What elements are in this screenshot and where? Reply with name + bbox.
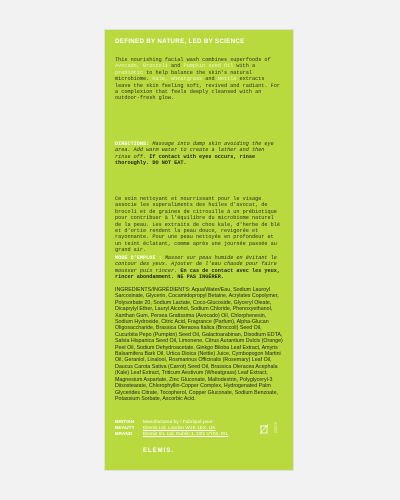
carton-footer — [115, 420, 283, 462]
desc-text: to help balance the skin's natural — [143, 69, 252, 76]
english-description — [115, 57, 283, 102]
desc-highlight-nettle: Nettle — [217, 76, 237, 83]
british-beauty-brand-label: BRITISH BEAUTY BRAND — [115, 420, 135, 437]
manufacturer-line: Manufactured by / Fabriqué pour: — [143, 420, 214, 425]
desc-text: and — [202, 76, 218, 83]
french-description: Ce soin nettoyant et nourrissant pour le visage associe les superaliments des huiles d'avocat, de brocoli et de graines de citrouille à un prébiotique pour contribuer à l'équilibre du microbiome naturel de la peau. Les extraits de chou kale, d'herbe de blé et d'ortie rendent la peau douce, revigorée et rayonnante. Pour une peau nettoyée en profondeur et un teint éclatant, comme après une journée passée au grand air. — [115, 196, 280, 254]
directions-warning: If contact with eyes occurs, rinse thoroughly. DO NOT EAT. — [115, 153, 256, 167]
manufacturer-info — [143, 420, 253, 438]
mode-emploi-block — [115, 255, 283, 281]
tagline-header: DEFINED BY NATURE, LED BY SCIENCE — [115, 38, 245, 45]
panel-content — [115, 30, 283, 470]
desc-highlight-prebiotic: prebiotic — [115, 69, 144, 76]
manufacturer-address-irl: Elemis Int. Ltd, Dublin 1, D01 VY02, IRL — [143, 432, 229, 437]
desc-text: with a — [233, 63, 256, 70]
desc-text: and — [167, 63, 184, 70]
desc-text: extracts — [236, 76, 265, 83]
manufacturer-address-uk: Elemis Ltd, London W1K 1EX, UK — [143, 426, 216, 431]
mode-label: MODE D'EMPLOI : — [115, 255, 162, 261]
mode-text: Masser sur peau humide en évitant le contour des yeux. Ajouter de l'eau chaude pour faire mousser puis rincer. — [115, 255, 277, 274]
directions-label: DIRECTIONS: — [115, 141, 150, 147]
batch-code: 50825 — [273, 422, 278, 434]
desc-highlight-avocado-broccoli: Avocado, Broccoli — [115, 63, 168, 70]
desc-text: This nourishing facial wash combines superfoods of — [115, 57, 271, 63]
product-carton-panel — [105, 30, 293, 470]
desc-text: microbiome. — [115, 76, 153, 83]
mode-warning: En cas de contact avec les yeux, rincer abondamment. NE PAS INGÉRER. — [115, 267, 280, 281]
desc-highlight-kale: Kale, Wheatgrass — [152, 76, 203, 83]
directions-block — [115, 141, 283, 167]
desc-text: leave the skin feeling soft, revived and radiant. For a complexion that feels deeply cleansed with an outdoor-fresh glow. — [115, 82, 280, 102]
elemis-logo: ELEMIS. — [143, 448, 175, 454]
ingredients-list: INGREDIENTS/INGRÉDIENTS: Aqua/Water/Eau, Sodium Lauroyl Sarcosinate, Glycerin, Cocamidopropyl Betaine, Acrylates Copolymer, Polysorbate 20, Sodium Lactate, Coco-Glucoside, Glyceryl Oleate, Dicaprylyl Ether, Lauryl Alcohol, Sodium Chloride, Phenoxyethanol, Xanthan Gum, Persea Gratissima (Avocado) Oil, Chlorphenesin, Sodium Hydroxide, Citric Acid, Fragrance (Parfum), Alpha-Glucan Oligosaccharide, Brassica Oleracea Italica (Broccoli) Seed Oil, Cucurbita Pepo (Pumpkin) Seed Oil, Galactoarabinan, Disodium EDTA, Salvia Hispanica Seed Oil, Limonene, Citrus Aurantium Dulcis (Orange) Peel Oil, Sodium Dehydroacetate, Ginkgo Biloba Leaf Extract, Amyris Balsamifera Bark Oil, Urtica Dioica (Nettle) Juice, Cymbopogon Martini Oil, Geraniol, Linalool, Rosmarinus Officinalis (Rosemary) Leaf Oil, Daucus Carota Sativa (Carrot) Seed Oil, Brassica Oleracea Acephala (Kale) Leaf Extract, Triticum Aestivum (Wheatgrass) Leaf Extract, Magnesium Aspartate, Zinc Gluconate, Maltodextrin, Polyglyceryl-3 Diisostearate, Chlorophyllin-Copper Complex, Hydrogenated Palm Glycerides Citrate, Tocopherol, Copper Gluconate, Sodium Benzoate, Potassium Sorbate, Ascorbic Acid. — [115, 287, 283, 402]
desc-highlight-pumpkin: Pumpkin seed Oil — [183, 63, 234, 70]
directions-text: Massage into damp skin avoiding the eye area. Add warm water to create a lather and then rinse off. — [115, 141, 274, 160]
recycle-bin-icon — [259, 424, 269, 434]
